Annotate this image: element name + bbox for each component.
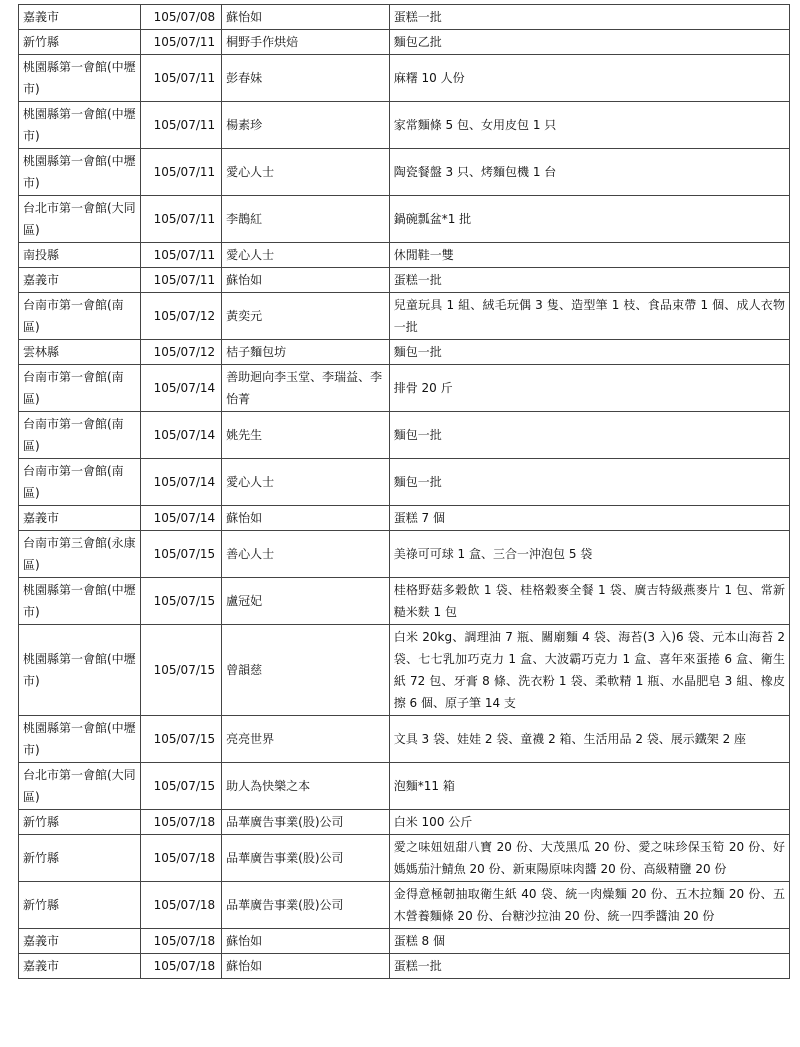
items-cell: 鍋碗瓢盆*1 批 <box>389 196 789 243</box>
table-row <box>19 882 790 929</box>
date-cell: 105/07/18 <box>140 835 221 882</box>
items-cell: 家常麵條 5 包、女用皮包 1 只 <box>389 102 789 149</box>
items-cell: 麵包乙批 <box>389 30 789 55</box>
region-cell: 台南市第一會館(南區) <box>19 412 141 459</box>
items-cell: 美祿可可球 1 盒、三合一沖泡包 5 袋 <box>389 531 789 578</box>
items-cell: 金得意極韌抽取衛生紙 40 袋、統一肉燥麵 20 份、五木拉麵 20 份、五木營養麵條 20 份、台糖沙拉油 20 份、統一四季醬油 20 份 <box>389 882 789 929</box>
region-cell: 嘉義市 <box>19 268 141 293</box>
table-row <box>19 506 790 531</box>
table-row <box>19 243 790 268</box>
donor-cell: 彭春妹 <box>222 55 390 102</box>
table-row <box>19 412 790 459</box>
region-cell: 台南市第一會館(南區) <box>19 365 141 412</box>
table-row <box>19 102 790 149</box>
table-row <box>19 835 790 882</box>
region-cell: 桃園縣第一會館(中壢市) <box>19 102 141 149</box>
table-row <box>19 30 790 55</box>
donor-cell: 品華廣告事業(股)公司 <box>222 835 390 882</box>
donor-cell: 楊素珍 <box>222 102 390 149</box>
donor-cell: 品華廣告事業(股)公司 <box>222 810 390 835</box>
date-cell: 105/07/18 <box>140 929 221 954</box>
table-row <box>19 625 790 716</box>
table-row <box>19 954 790 979</box>
date-cell: 105/07/11 <box>140 149 221 196</box>
table-row <box>19 716 790 763</box>
items-cell: 桂格野菇多穀飲 1 袋、桂格穀麥全餐 1 袋、廣吉特級燕麥片 1 包、常新糙米麩 1 包 <box>389 578 789 625</box>
donor-cell: 李鵲紅 <box>222 196 390 243</box>
table-row <box>19 365 790 412</box>
items-cell: 麻糬 10 人份 <box>389 55 789 102</box>
region-cell: 台北市第一會館(大同區) <box>19 763 141 810</box>
items-cell: 蛋糕一批 <box>389 954 789 979</box>
items-cell: 白米 20kg、調理油 7 瓶、關廟麵 4 袋、海苔(3 入)6 袋、元本山海苔 2 袋、七七乳加巧克力 1 盒、大波霸巧克力 1 盒、喜年來蛋捲 6 盒、衛生紙 72 包、牙膏 8 條、洗衣粉 1 袋、柔軟精 1 瓶、水晶肥皂 3 組、橡皮擦 6 個、原子筆 14 支 <box>389 625 789 716</box>
table-row <box>19 149 790 196</box>
donor-cell: 愛心人士 <box>222 243 390 268</box>
donor-cell: 愛心人士 <box>222 149 390 196</box>
date-cell: 105/07/14 <box>140 459 221 506</box>
date-cell: 105/07/14 <box>140 365 221 412</box>
date-cell: 105/07/11 <box>140 30 221 55</box>
date-cell: 105/07/15 <box>140 531 221 578</box>
donor-cell: 助人為快樂之本 <box>222 763 390 810</box>
region-cell: 桃園縣第一會館(中壢市) <box>19 716 141 763</box>
donor-cell: 盧冠妃 <box>222 578 390 625</box>
donor-cell: 桐野手作烘焙 <box>222 30 390 55</box>
items-cell: 泡麵*11 箱 <box>389 763 789 810</box>
items-cell: 愛之味妞妞甜八寶 20 份、大茂黑瓜 20 份、愛之味珍保玉筍 20 份、好媽媽茄汁鯖魚 20 份、新東陽原味肉醬 20 份、高級精鹽 20 份 <box>389 835 789 882</box>
region-cell: 台南市第三會館(永康區) <box>19 531 141 578</box>
region-cell: 台南市第一會館(南區) <box>19 293 141 340</box>
items-cell: 蛋糕 7 個 <box>389 506 789 531</box>
table-row <box>19 531 790 578</box>
region-cell: 新竹縣 <box>19 835 141 882</box>
date-cell: 105/07/12 <box>140 293 221 340</box>
region-cell: 桃園縣第一會館(中壢市) <box>19 55 141 102</box>
table-row <box>19 293 790 340</box>
donor-cell: 蘇怡如 <box>222 506 390 531</box>
region-cell: 南投縣 <box>19 243 141 268</box>
donation-table <box>18 4 790 979</box>
table-row <box>19 340 790 365</box>
date-cell: 105/07/11 <box>140 268 221 293</box>
date-cell: 105/07/15 <box>140 625 221 716</box>
date-cell: 105/07/11 <box>140 196 221 243</box>
region-cell: 嘉義市 <box>19 506 141 531</box>
date-cell: 105/07/15 <box>140 763 221 810</box>
region-cell: 桃園縣第一會館(中壢市) <box>19 149 141 196</box>
region-cell: 台北市第一會館(大同區) <box>19 196 141 243</box>
donor-cell: 蘇怡如 <box>222 268 390 293</box>
date-cell: 105/07/14 <box>140 506 221 531</box>
donor-cell: 善助迴向李玉堂、李瑞益、李怡菁 <box>222 365 390 412</box>
donor-cell: 亮亮世界 <box>222 716 390 763</box>
date-cell: 105/07/11 <box>140 102 221 149</box>
region-cell: 新竹縣 <box>19 30 141 55</box>
donor-cell: 姚先生 <box>222 412 390 459</box>
date-cell: 105/07/18 <box>140 954 221 979</box>
region-cell: 嘉義市 <box>19 954 141 979</box>
table-row <box>19 268 790 293</box>
date-cell: 105/07/18 <box>140 882 221 929</box>
items-cell: 麵包一批 <box>389 412 789 459</box>
region-cell: 新竹縣 <box>19 882 141 929</box>
donor-cell: 蘇怡如 <box>222 5 390 30</box>
items-cell: 白米 100 公斤 <box>389 810 789 835</box>
donor-cell: 愛心人士 <box>222 459 390 506</box>
items-cell: 蛋糕一批 <box>389 268 789 293</box>
donor-cell: 桔子麵包坊 <box>222 340 390 365</box>
donation-table-body <box>19 5 790 979</box>
donor-cell: 品華廣告事業(股)公司 <box>222 882 390 929</box>
items-cell: 陶瓷餐盤 3 只、烤麵包機 1 台 <box>389 149 789 196</box>
items-cell: 麵包一批 <box>389 340 789 365</box>
table-row <box>19 5 790 30</box>
donor-cell: 蘇怡如 <box>222 929 390 954</box>
items-cell: 排骨 20 斤 <box>389 365 789 412</box>
donor-cell: 黃奕元 <box>222 293 390 340</box>
date-cell: 105/07/14 <box>140 412 221 459</box>
date-cell: 105/07/18 <box>140 810 221 835</box>
region-cell: 嘉義市 <box>19 929 141 954</box>
donor-cell: 蘇怡如 <box>222 954 390 979</box>
donor-cell: 善心人士 <box>222 531 390 578</box>
date-cell: 105/07/12 <box>140 340 221 365</box>
items-cell: 兒童玩具 1 組、絨毛玩偶 3 隻、造型筆 1 枝、食品束帶 1 個、成人衣物一批 <box>389 293 789 340</box>
items-cell: 蛋糕 8 個 <box>389 929 789 954</box>
table-row <box>19 929 790 954</box>
items-cell: 文具 3 袋、娃娃 2 袋、童襪 2 箱、生活用品 2 袋、展示鐵架 2 座 <box>389 716 789 763</box>
region-cell: 新竹縣 <box>19 810 141 835</box>
region-cell: 嘉義市 <box>19 5 141 30</box>
items-cell: 麵包一批 <box>389 459 789 506</box>
table-row <box>19 810 790 835</box>
table-row <box>19 459 790 506</box>
date-cell: 105/07/11 <box>140 55 221 102</box>
date-cell: 105/07/08 <box>140 5 221 30</box>
region-cell: 雲林縣 <box>19 340 141 365</box>
items-cell: 蛋糕一批 <box>389 5 789 30</box>
items-cell: 休閒鞋一雙 <box>389 243 789 268</box>
region-cell: 桃園縣第一會館(中壢市) <box>19 625 141 716</box>
donor-cell: 曾韻慈 <box>222 625 390 716</box>
date-cell: 105/07/15 <box>140 716 221 763</box>
date-cell: 105/07/11 <box>140 243 221 268</box>
region-cell: 桃園縣第一會館(中壢市) <box>19 578 141 625</box>
date-cell: 105/07/15 <box>140 578 221 625</box>
region-cell: 台南市第一會館(南區) <box>19 459 141 506</box>
table-row <box>19 55 790 102</box>
table-row <box>19 196 790 243</box>
table-row <box>19 578 790 625</box>
table-row <box>19 763 790 810</box>
